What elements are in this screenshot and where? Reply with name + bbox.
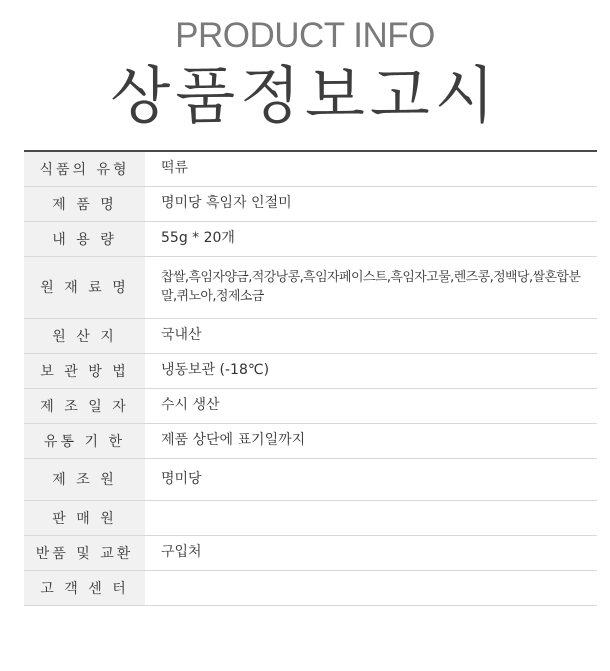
table-row <box>24 500 597 535</box>
row-value-content: 55g * 20개 <box>145 221 597 256</box>
row-label-manufacture-date: 제 조 일 자 <box>24 388 145 423</box>
row-label-storage: 보 관 방 법 <box>24 353 145 388</box>
row-value-origin: 국내산 <box>145 318 597 353</box>
row-value-returns: 구입처 <box>145 535 597 570</box>
row-label-ingredients: 원 재 료 명 <box>24 256 145 318</box>
table-row <box>24 570 597 605</box>
row-label-origin: 원 산 지 <box>24 318 145 353</box>
table-row <box>24 186 597 221</box>
row-label-food-type: 식품의 유형 <box>24 151 145 186</box>
row-label-product-name: 제 품 명 <box>24 186 145 221</box>
row-value-manufacture-date: 수시 생산 <box>145 388 597 423</box>
row-label-manufacturer: 제 조 원 <box>24 458 145 500</box>
product-info-table <box>24 150 597 606</box>
table-row <box>24 388 597 423</box>
table-row <box>24 458 597 500</box>
row-value-food-type: 떡류 <box>145 151 597 186</box>
table-row <box>24 221 597 256</box>
table-row <box>24 535 597 570</box>
row-label-expiry: 유통 기 한 <box>24 423 145 458</box>
table-row <box>24 256 597 318</box>
korean-title: 상품정보고시 <box>110 59 500 132</box>
table-row <box>24 423 597 458</box>
table-row <box>24 318 597 353</box>
row-value-seller <box>145 500 597 535</box>
table-row <box>24 151 597 186</box>
row-value-manufacturer: 명미당 <box>145 458 597 500</box>
row-value-product-name: 명미당 흑임자 인절미 <box>145 186 597 221</box>
english-title: PRODUCT INFO <box>175 16 435 55</box>
row-value-expiry: 제품 상단에 표기일까지 <box>145 423 597 458</box>
row-value-storage: 냉동보관 (-18℃) <box>145 353 597 388</box>
row-value-customer-center <box>145 570 597 605</box>
row-label-customer-center: 고 객 센 터 <box>24 570 145 605</box>
row-label-returns: 반품 및 교환 <box>24 535 145 570</box>
table-row <box>24 353 597 388</box>
row-label-seller: 판 매 원 <box>24 500 145 535</box>
row-value-ingredients: 찹쌀,흑임자양금,적강낭콩,흑임자페이스트,흑임자고물,렌즈콩,정백당,쌀혼합분말,퀴노아,정제소금 <box>145 256 597 318</box>
row-label-content: 내 용 량 <box>24 221 145 256</box>
